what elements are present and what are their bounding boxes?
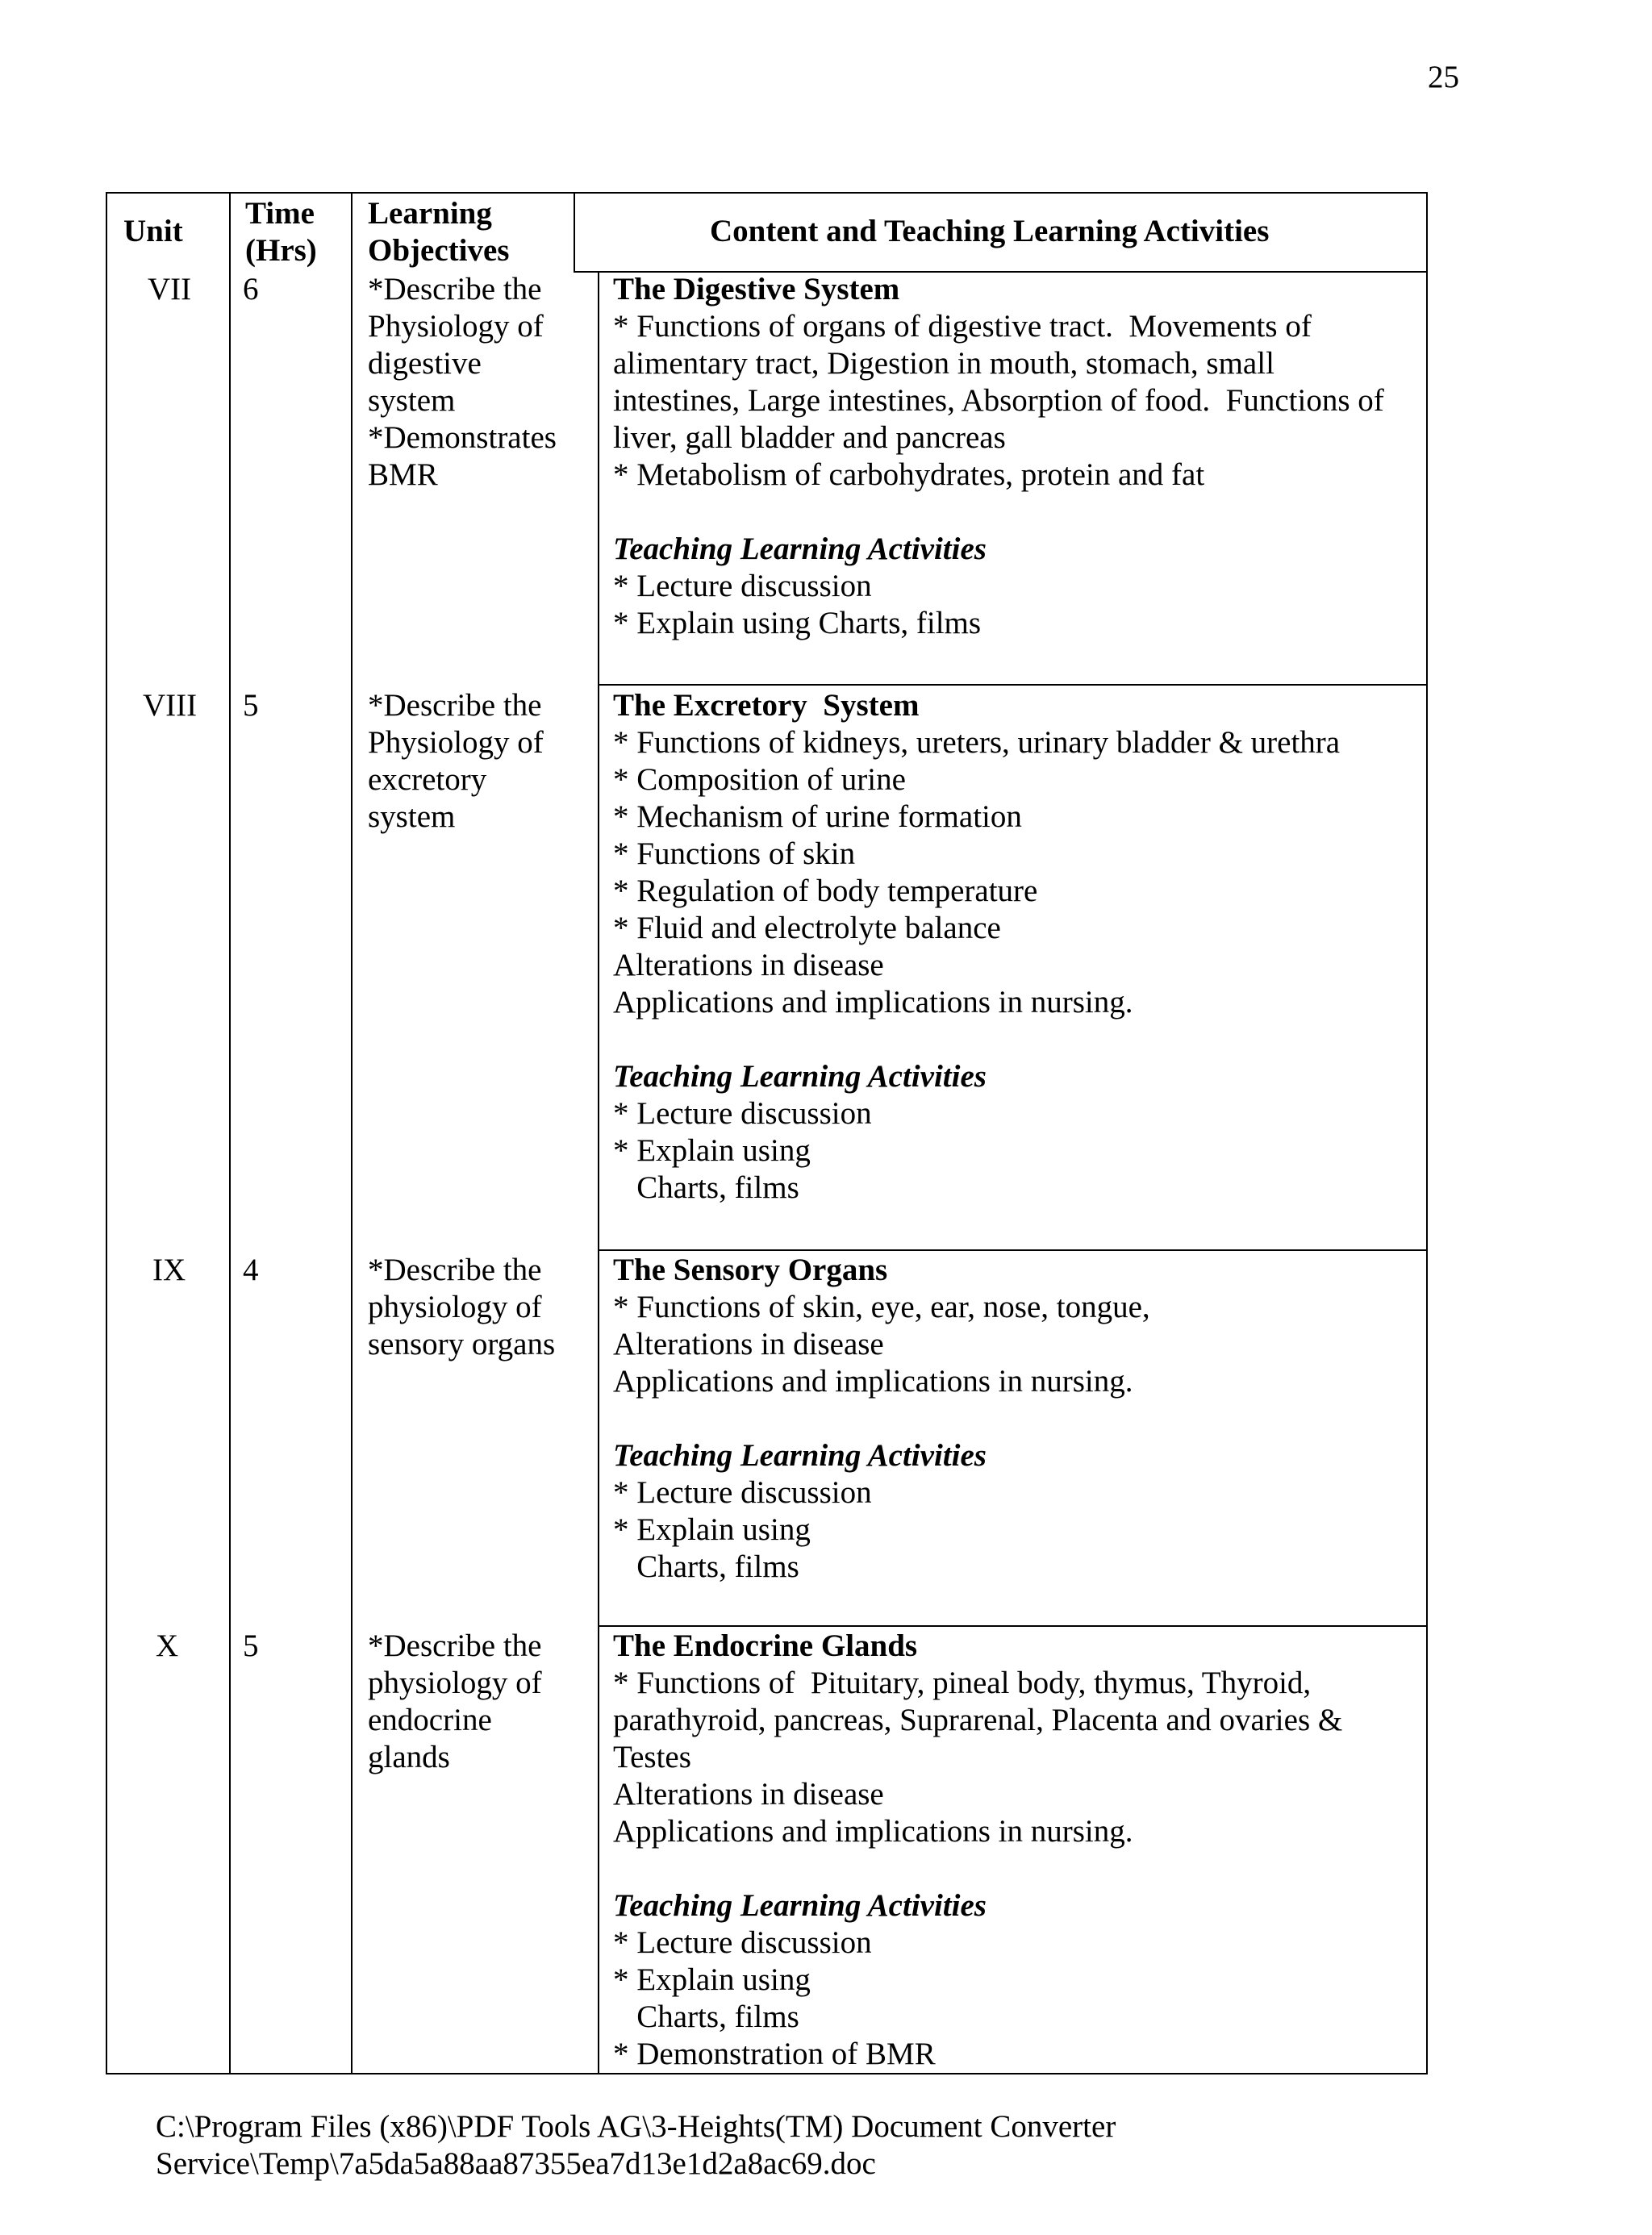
row-content: The Sensory Organs * Functions of skin, eye, ear, nose, tongue, Alterations in disease Applications and implications in nursing. Teaching Learning Activities * Lecture discussion * Explain using Charts, films <box>613 1253 1150 1584</box>
row-objectives: *Describe the physiology of endocrine glands <box>368 1628 542 1774</box>
row-content: The Excretory System * Functions of kidneys, ureters, urinary bladder & urethra * Composition of urine * Mechanism of urine formation * Functions of skin * Regulation of body temperature * Fluid and electrolyte balance Alterations in disease Applications and implications in nursing. Teaching Learning Activities * Lecture discussion * Explain using Charts, films <box>613 688 1341 1205</box>
footer-path: C:\Program Files (x86)\PDF Tools AG\3-Heights(TM) Document Converter Service\Temp\7a5da5a88aa87355ea7d13e1d2a8ac69.doc <box>156 2109 1116 2181</box>
row-divider <box>598 684 1426 686</box>
row-unit: VIII <box>143 688 198 723</box>
row-divider <box>598 1625 1426 1627</box>
page-number: 25 <box>1428 60 1459 94</box>
syllabus-table <box>106 192 1428 2074</box>
row-time: 5 <box>243 1628 259 1663</box>
row-content: The Digestive System * Functions of organs of digestive tract. Movements of alimentary tract, Digestion in mouth, stomach, small intestines, Large intestines, Absorption of food. Functions of liver, gall bladder and pancreas * Metabolism of carbohydrates, protein and fat Teaching Learning Activities * Lecture discussion * Explain using Charts, films <box>613 272 1384 640</box>
header-unit: Unit <box>123 214 183 248</box>
row-objectives: *Describe the physiology of sensory organs <box>368 1253 556 1361</box>
row-objectives: *Describe the Physiology of digestive system *Demonstrates BMR <box>368 272 557 492</box>
row-unit: X <box>156 1628 179 1663</box>
row-time: 4 <box>243 1253 259 1287</box>
header-time: Time (Hrs) <box>245 196 317 268</box>
column-divider <box>229 194 231 2073</box>
row-time: 5 <box>243 688 259 723</box>
row-objectives: *Describe the Physiology of excretory system <box>368 688 544 834</box>
header-content: Content and Teaching Learning Activities <box>710 214 1270 248</box>
row-unit: VII <box>148 272 192 306</box>
row-divider <box>598 1249 1426 1251</box>
column-divider <box>351 194 353 2073</box>
column-divider <box>598 271 599 2073</box>
row-unit: IX <box>152 1253 186 1287</box>
row-content: The Endocrine Glands * Functions of Pituitary, pineal body, thymus, Thyroid, parathyroid, pancreas, Suprarenal, Placenta and ovaries & Testes Alterations in disease Applications and implications in nursing. Teaching Learning Activities * Lecture discussion * Explain using Charts, films * Demonstration of BMR <box>613 1628 1343 2071</box>
row-time: 6 <box>243 272 259 306</box>
header-objectives: Learning Objectives <box>368 196 510 268</box>
column-divider <box>574 194 575 271</box>
